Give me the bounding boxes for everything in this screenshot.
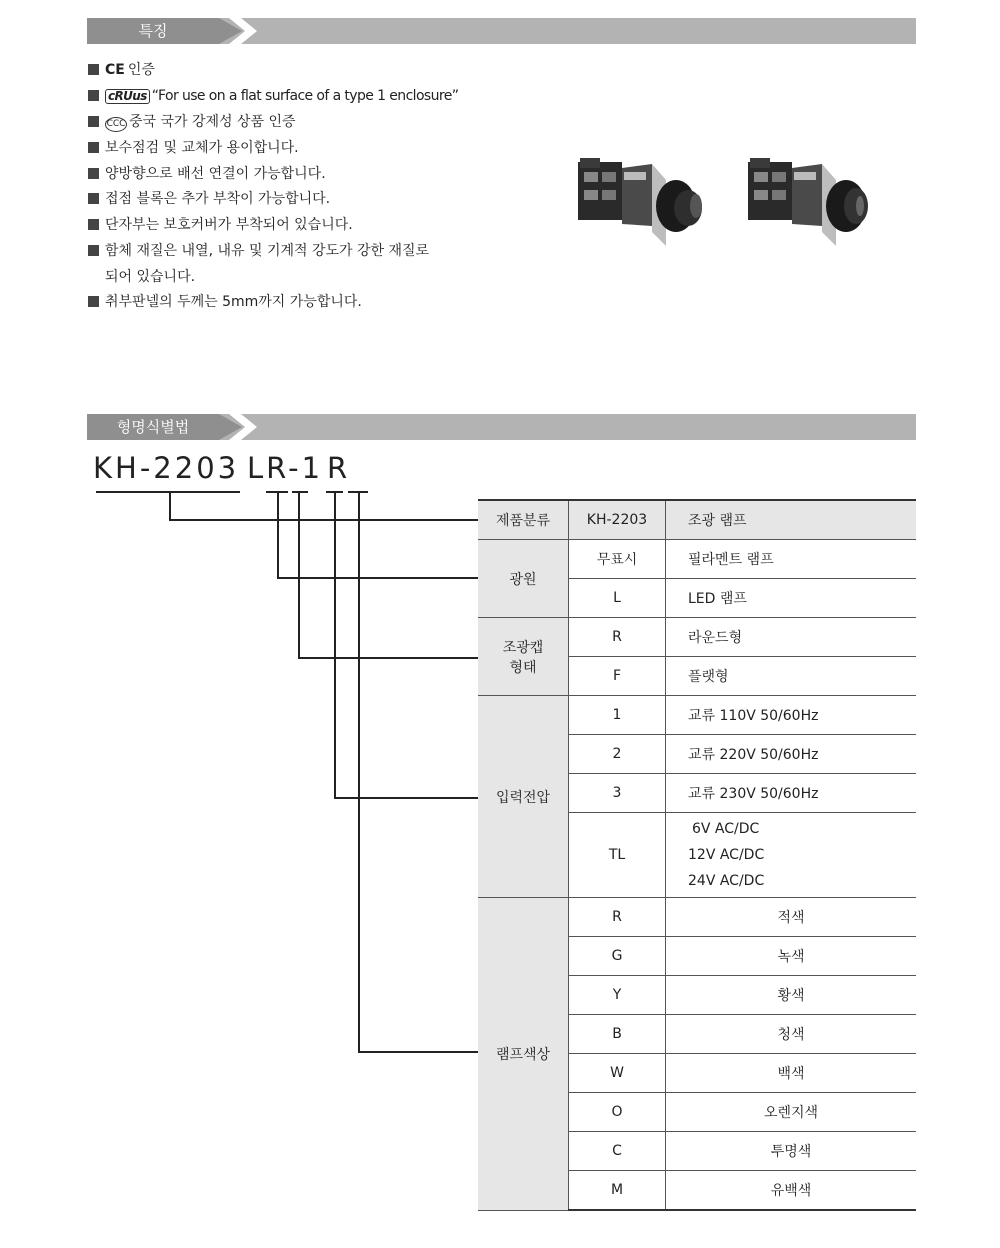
table-row: 조광캡 형태 R 라운드형 — [478, 618, 916, 657]
table-row: 2 교류 220V 50/60Hz — [478, 735, 916, 774]
section-title-features: 특징 — [138, 22, 168, 40]
model-code-base: KH-2203 — [93, 451, 240, 485]
model-code-part1: LR-1 — [247, 451, 324, 485]
spec-table — [478, 499, 916, 1211]
ce-mark-icon: CE — [105, 62, 125, 78]
category-voltage: 입력전압 — [478, 696, 569, 898]
table-row: C 투명색 — [478, 1132, 916, 1171]
ccc-mark-icon: CCC — [105, 117, 127, 132]
table-row: M 유백색 — [478, 1171, 916, 1211]
category-product: 제품분류 — [478, 500, 569, 540]
feature-item: 취부판넬의 두께는 5mm까지 가능합니다. — [88, 292, 362, 312]
table-row: 램프색상 R 적색 — [478, 898, 916, 937]
table-row: 입력전압 1 교류 110V 50/60Hz — [478, 696, 916, 735]
feature-item-continuation: 되어 있습니다. — [105, 269, 196, 285]
table-row: 3 교류 230V 50/60Hz — [478, 774, 916, 813]
category-light-source: 광원 — [478, 540, 569, 618]
feature-item: 함체 재질은 내열, 내유 및 기계적 강도가 강한 재질로 — [88, 241, 429, 261]
feature-item: CCC 중국 국가 강제성 상품 인증 — [88, 112, 296, 132]
category-cap-shape: 조광캡 형태 — [478, 618, 569, 696]
table-row: 제품분류 KH-2203 조광 램프 — [478, 500, 916, 540]
feature-item: 보수점검 및 교체가 용이합니다. — [88, 138, 299, 158]
feature-item: 양방향으로 배선 연결이 가능합니다. — [88, 164, 326, 184]
table-row: TL 6V AC/DC 12V AC/DC 24V AC/DC — [478, 813, 916, 898]
table-row: L LED 램프 — [478, 579, 916, 618]
table-row: B 청색 — [478, 1015, 916, 1054]
table-row: 광원 무표시 필라멘트 램프 — [478, 540, 916, 579]
feature-item: 접점 블록은 추가 부착이 가능합니다. — [88, 189, 330, 209]
table-row: Y 황색 — [478, 976, 916, 1015]
table-row: F 플랫형 — [478, 657, 916, 696]
category-lamp-color: 램프색상 — [478, 898, 569, 1211]
feature-item: CE 인증 — [88, 60, 155, 80]
model-code-part2: R — [327, 451, 351, 485]
section-title-model-code: 형명식별법 — [116, 418, 190, 436]
table-row: O 오렌지색 — [478, 1093, 916, 1132]
table-row: G 녹색 — [478, 937, 916, 976]
ul-mark-icon: cRUus — [105, 89, 150, 104]
table-row: W 백색 — [478, 1054, 916, 1093]
feature-item: cRUus “For use on a flat surface of a type 1 enclosure” — [88, 86, 458, 106]
feature-item: 단자부는 보호커버가 부착되어 있습니다. — [88, 215, 353, 235]
